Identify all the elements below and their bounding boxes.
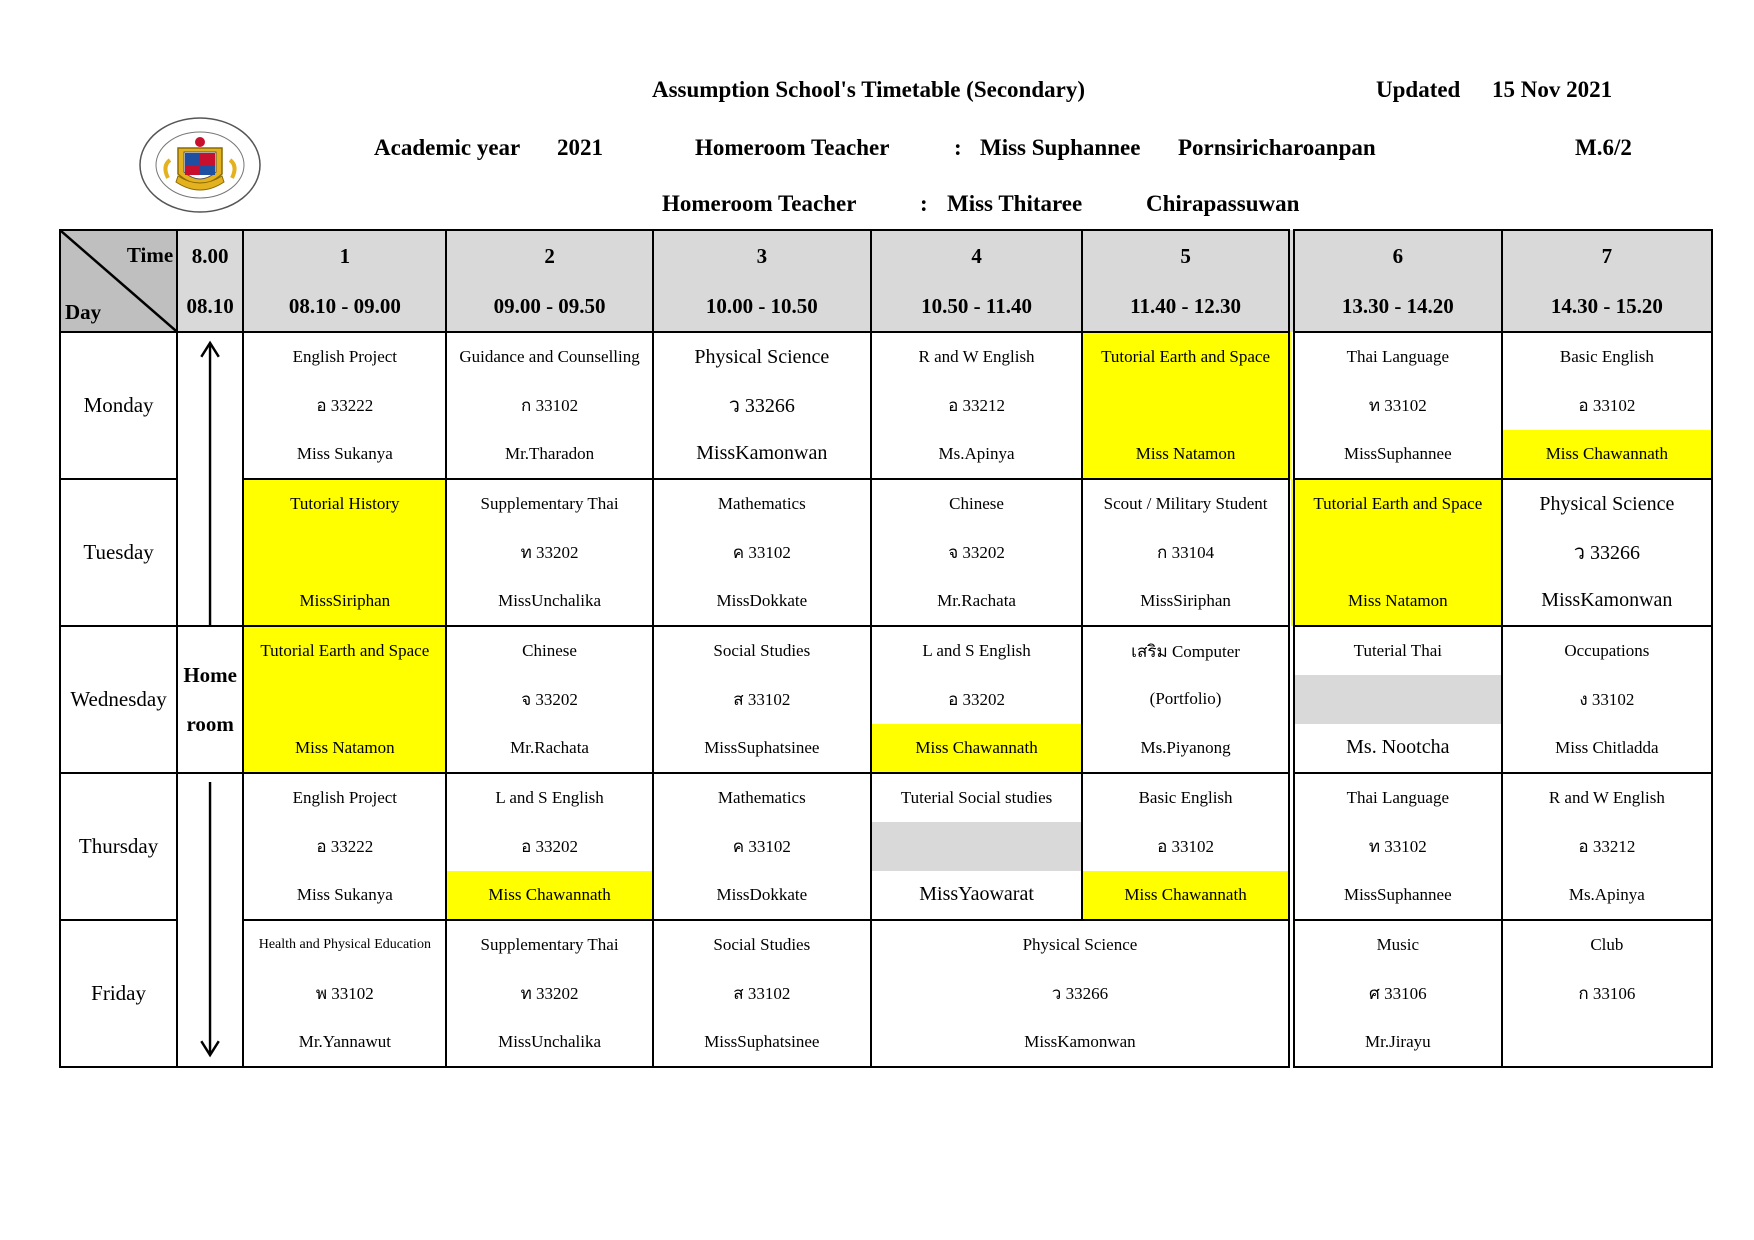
slot-code: อ 33102 [1157, 836, 1215, 856]
period-header-4 [871, 230, 1082, 332]
slot-teacher: MissKamonwan [1024, 1031, 1136, 1051]
slot-subject: English Project [292, 788, 398, 808]
homeroom-text-2: room [186, 711, 234, 736]
homeroom-arrow-line [177, 479, 243, 626]
slot-code: ก 33102 [521, 395, 579, 415]
homeroom-label-2: Homeroom Teacher [662, 191, 857, 216]
slot-cell [653, 626, 871, 773]
slot-subject: Thai Language [1346, 347, 1450, 367]
homeroom-teacher-2-last: Chirapassuwan [1146, 191, 1300, 216]
slot-code: จ 33202 [521, 689, 578, 709]
slot-subject: Physical Science [1022, 935, 1138, 955]
corner-time-label: Time [126, 243, 174, 267]
slot-subject: Basic English [1138, 788, 1233, 808]
academic-year-label: Academic year [374, 135, 521, 160]
slot-teacher: Miss Natamon [295, 737, 395, 757]
slot-cell [1291, 773, 1501, 920]
day-label: Thursday [60, 773, 177, 920]
slot-teacher: Mr.Rachata [510, 737, 589, 757]
slot-subject: Supplementary Thai [480, 494, 619, 514]
slot-code: ท 33102 [1368, 395, 1427, 415]
slot-subject: Tuterial Thai [1353, 641, 1442, 661]
day-row-thursday [60, 773, 1712, 920]
slot-code [244, 675, 445, 723]
slot-subject: Physical Science [694, 345, 830, 368]
slot-subject: L and S English [495, 788, 604, 808]
slot-cell [446, 920, 652, 1067]
slot-teacher: Mr.Yannawut [298, 1031, 391, 1051]
slot-code: ศ 33106 [1369, 983, 1427, 1003]
slot-teacher: Miss Sukanya [296, 884, 393, 904]
slot-code: อ 33102 [1578, 395, 1636, 415]
slot-teacher: MissKamonwan [696, 442, 828, 465]
updated-label: Updated [1376, 77, 1461, 102]
slot-teacher: MissSuphatsinee [704, 1031, 820, 1051]
period-number: 4 [971, 244, 982, 268]
homeroom-cell [177, 626, 243, 773]
period-number: 1 [339, 244, 351, 268]
corner-day-label: Day [65, 300, 102, 324]
period-time: 08.10 - 09.00 [288, 294, 401, 318]
slot-subject: Tutorial History [290, 494, 400, 514]
period-number: 2 [544, 244, 555, 268]
slot-teacher: Ms.Piyanong [1140, 737, 1231, 757]
slot-subject: Mathematics [717, 788, 806, 808]
slot-subject: Tutorial Earth and Space [1101, 347, 1270, 367]
slot-teacher: MissUnchalika [498, 590, 602, 610]
slot-teacher: MissSiriphan [1140, 590, 1231, 610]
slot-subject: R and W English [1548, 788, 1665, 808]
slot-teacher: Ms.Apinya [1568, 884, 1645, 904]
period-header-7 [1502, 230, 1712, 332]
slot-teacher: Ms. Nootcha [1346, 736, 1450, 759]
slot-teacher: Miss Chawannath [1083, 871, 1288, 919]
slot-cell [653, 773, 871, 920]
slot-cell [446, 332, 652, 479]
slot-subject: Mathematics [717, 494, 806, 514]
day-row-tuesday [60, 479, 1712, 626]
period-number: 6 [1392, 244, 1404, 268]
slot-teacher: MissSuphannee [1343, 443, 1452, 463]
slot-subject: Basic English [1559, 347, 1654, 367]
slot-teacher: MissKamonwan [1541, 589, 1673, 612]
homeroom-period-bottom: 08.10 [186, 294, 234, 318]
slot-code: ส 33102 [733, 983, 791, 1003]
homeroom-period-top: 8.00 [191, 244, 229, 268]
header-row [60, 230, 1712, 332]
slot-code [1083, 381, 1288, 429]
slot-teacher: MissDokkate [716, 590, 808, 610]
slot-cell [1291, 626, 1501, 773]
updated-date: 15 Nov 2021 [1492, 77, 1613, 102]
slot-cell [243, 920, 446, 1067]
slot-teacher: Mr.Rachata [937, 590, 1016, 610]
slot-cell-highlighted [1291, 479, 1501, 626]
slot-cell [1502, 332, 1712, 479]
slot-code: ก 33104 [1157, 542, 1215, 562]
slot-code [1295, 675, 1501, 723]
homeroom-arrow-line [177, 773, 243, 920]
slot-code: อ 33212 [948, 395, 1006, 415]
homeroom-teacher-1-first: Miss Suphannee [980, 135, 1141, 160]
slot-teacher: MissUnchalika [498, 1031, 602, 1051]
slot-code [1295, 528, 1501, 576]
slot-teacher: Miss Chawannath [447, 871, 651, 919]
slot-cell-highlighted [243, 479, 446, 626]
slot-cell [653, 332, 871, 479]
day-label: Wednesday [60, 626, 177, 773]
slot-subject: Tuterial Social studies [900, 788, 1053, 808]
slot-code: จ 33202 [948, 542, 1005, 562]
period-time: 11.40 - 12.30 [1130, 294, 1241, 318]
slot-code: อ 33202 [948, 689, 1006, 709]
slot-code: ว 33266 [728, 395, 795, 418]
slot-cell [446, 773, 652, 920]
day-label: Tuesday [60, 479, 177, 626]
school-crest-icon [138, 116, 262, 214]
period-header-2 [446, 230, 652, 332]
slot-cell [1502, 626, 1712, 773]
homeroom-colon-1: : [954, 135, 962, 160]
slot-cell [1291, 332, 1501, 479]
slot-code: อ 33222 [316, 395, 374, 415]
slot-subject: Occupations [1564, 641, 1650, 661]
slot-code: อ 33222 [316, 836, 374, 856]
period-header-6 [1291, 230, 1501, 332]
slot-code: ค 33102 [732, 542, 791, 562]
day-row-friday [60, 920, 1712, 1067]
day-label: Friday [60, 920, 177, 1067]
period-number: 7 [1601, 244, 1613, 268]
slot-subject: Chinese [949, 494, 1004, 514]
slot-subject: Thai Language [1346, 788, 1450, 808]
slot-code: ค 33102 [732, 836, 791, 856]
slot-teacher: Miss Natamon [1135, 443, 1236, 463]
slot-cell [653, 479, 871, 626]
slot-cell [1502, 479, 1712, 626]
slot-code: อ 33212 [1578, 836, 1636, 856]
slot-teacher: Miss Sukanya [296, 443, 393, 463]
day-label: Monday [60, 332, 177, 479]
slot-subject: Chinese [522, 641, 577, 661]
homeroom-teacher-2-first: Miss Thitaree [947, 191, 1083, 216]
slot-subject: R and W English [918, 347, 1035, 367]
slot-teacher: Miss Chawannath [872, 724, 1081, 772]
slot-code: ก 33106 [1578, 983, 1636, 1003]
slot-subject: Health and Physical Education [258, 937, 431, 953]
period-number: 5 [1180, 244, 1191, 268]
period-header-3 [653, 230, 871, 332]
class-code: M.6/2 [1575, 135, 1632, 160]
slot-subject: Tutorial Earth and Space [1313, 494, 1483, 514]
slot-cell [1082, 773, 1291, 920]
period-number: 3 [756, 244, 768, 268]
slot-code: อ 33202 [521, 836, 579, 856]
slot-teacher: MissSuphatsinee [704, 737, 820, 757]
slot-teacher: Mr.Jirayu [1364, 1031, 1431, 1051]
slot-cell [1502, 773, 1712, 920]
slot-teacher: MissDokkate [716, 884, 808, 904]
slot-subject: Social Studies [713, 935, 811, 955]
slot-subject: Guidance and Counselling [459, 347, 640, 367]
slot-subject: เสริม Computer [1131, 641, 1240, 661]
day-row-wednesday [60, 626, 1712, 773]
slot-cell-highlighted [1082, 332, 1291, 479]
slot-subject: Social Studies [713, 641, 811, 661]
slot-code [872, 822, 1081, 870]
slot-cell [446, 626, 652, 773]
slot-code: ว 33266 [1573, 542, 1640, 565]
period-header-5 [1082, 230, 1291, 332]
slot-subject: Supplementary Thai [480, 935, 619, 955]
slot-cell [446, 479, 652, 626]
slot-teacher: Miss Chawannath [1503, 430, 1711, 478]
homeroom-colon-2: : [920, 191, 928, 216]
slot-teacher: Miss Natamon [1347, 590, 1448, 610]
period-time: 10.50 - 11.40 [921, 294, 1032, 318]
homeroom-text-1: Home [183, 662, 237, 687]
slot-subject: Physical Science [1539, 492, 1675, 515]
slot-teacher: Miss Chitladda [1555, 737, 1659, 757]
slot-subject: Club [1590, 935, 1624, 955]
slot-teacher [1503, 1018, 1711, 1066]
corner-cell [60, 230, 177, 332]
homeroom-down-arrow-icon [177, 920, 243, 1067]
slot-cell [1082, 479, 1291, 626]
slot-cell [1082, 626, 1291, 773]
slot-teacher: MissSuphannee [1343, 884, 1452, 904]
slot-subject: Music [1376, 935, 1420, 955]
slot-cell [1502, 920, 1712, 1067]
slot-subject: L and S English [922, 641, 1031, 661]
page-title: Assumption School's Timetable (Secondary) [652, 77, 1086, 102]
slot-cell [653, 920, 871, 1067]
slot-subject: Tutorial Earth and Space [260, 641, 430, 661]
period-time: 10.00 - 10.50 [705, 294, 818, 318]
academic-year: 2021 [557, 135, 603, 160]
slot-code: ง 33102 [1579, 689, 1635, 709]
slot-cell [871, 332, 1082, 479]
slot-code: พ 33102 [315, 983, 374, 1003]
timetable [59, 229, 1713, 1068]
homeroom-label-1: Homeroom Teacher [695, 135, 890, 160]
slot-cell-highlighted [243, 626, 446, 773]
slot-code: ท 33102 [1368, 836, 1427, 856]
slot-code [244, 528, 445, 576]
homeroom-teacher-1-last: Pornsiricharoanpan [1178, 135, 1376, 160]
day-row-monday [60, 332, 1712, 479]
slot-teacher: Mr.Tharadon [504, 443, 595, 463]
slot-teacher: MissSiriphan [299, 590, 391, 610]
slot-code: ว 33266 [1051, 983, 1109, 1003]
slot-cell [871, 626, 1082, 773]
slot-code: ท 33202 [520, 542, 579, 562]
slot-code: ส 33102 [733, 689, 791, 709]
slot-cell-merged [871, 920, 1292, 1067]
slot-teacher: MissYaowarat [919, 883, 1034, 906]
period-time: 14.30 - 15.20 [1550, 294, 1663, 318]
slot-cell [243, 773, 446, 920]
slot-cell [871, 479, 1082, 626]
slot-subject: Scout / Military Student [1103, 494, 1268, 514]
slot-code: ท 33202 [520, 983, 579, 1003]
period-time: 09.00 - 09.50 [493, 294, 606, 318]
period-time: 13.30 - 14.20 [1341, 294, 1454, 318]
slot-cell [871, 773, 1082, 920]
slot-teacher: Ms.Apinya [938, 443, 1015, 463]
slot-cell [243, 332, 446, 479]
period-header-1 [243, 230, 446, 332]
homeroom-up-arrow-icon [177, 332, 243, 479]
slot-subject: English Project [292, 347, 398, 367]
homeroom-period-header [177, 230, 243, 332]
slot-cell [1291, 920, 1501, 1067]
slot-code: (Portfolio) [1149, 689, 1222, 709]
